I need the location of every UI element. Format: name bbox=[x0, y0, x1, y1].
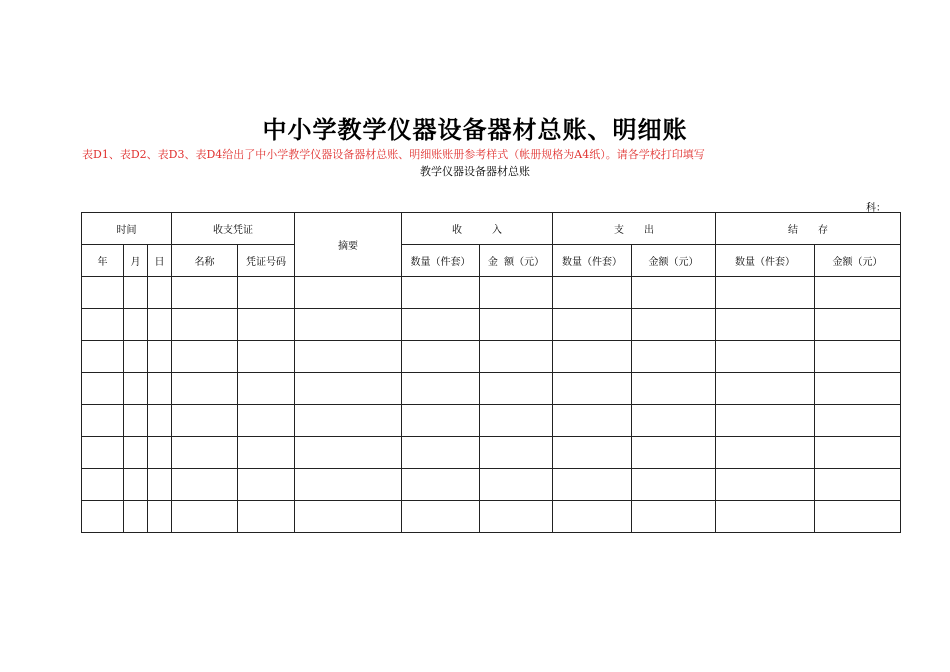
col-day: 日 bbox=[148, 245, 172, 277]
table-cell[interactable] bbox=[815, 405, 901, 437]
table-cell[interactable] bbox=[148, 405, 172, 437]
table-cell[interactable] bbox=[480, 501, 553, 533]
table-cell[interactable] bbox=[295, 373, 402, 405]
table-cell[interactable] bbox=[402, 341, 480, 373]
instruction-note: 表D1、表D2、表D3、表D4给出了中小学教学仪器设备器材总账、明细账账册参考样式（帐册规格为A4纸）。请各学校打印填写 bbox=[82, 148, 705, 161]
table-cell[interactable] bbox=[553, 469, 632, 501]
table-cell[interactable] bbox=[480, 309, 553, 341]
table-cell[interactable] bbox=[148, 437, 172, 469]
table-cell[interactable] bbox=[632, 501, 716, 533]
col-name: 名称 bbox=[172, 245, 238, 277]
table-cell[interactable] bbox=[716, 277, 815, 309]
table-cell[interactable] bbox=[148, 309, 172, 341]
table-cell[interactable] bbox=[172, 373, 238, 405]
table-cell[interactable] bbox=[480, 341, 553, 373]
table-cell[interactable] bbox=[632, 309, 716, 341]
table-cell[interactable] bbox=[124, 309, 148, 341]
table-cell[interactable] bbox=[402, 437, 480, 469]
group-voucher: 收支凭证 bbox=[172, 213, 295, 245]
table-cell[interactable] bbox=[295, 277, 402, 309]
table-cell[interactable] bbox=[238, 501, 295, 533]
table-cell[interactable] bbox=[716, 341, 815, 373]
table-row bbox=[82, 437, 901, 469]
ledger-subtitle: 教学仪器设备器材总账 bbox=[420, 165, 530, 178]
table-cell[interactable] bbox=[238, 437, 295, 469]
table-cell[interactable] bbox=[172, 437, 238, 469]
table-cell[interactable] bbox=[553, 501, 632, 533]
table-cell[interactable] bbox=[148, 469, 172, 501]
col-voucher-no: 凭证号码 bbox=[238, 245, 295, 277]
table-cell[interactable] bbox=[82, 341, 124, 373]
table-cell[interactable] bbox=[124, 277, 148, 309]
table-row bbox=[82, 341, 901, 373]
table-cell[interactable] bbox=[815, 277, 901, 309]
group-expense: 支 出 bbox=[553, 213, 716, 245]
col-month: 月 bbox=[124, 245, 148, 277]
table-cell[interactable] bbox=[238, 469, 295, 501]
table-cell[interactable] bbox=[295, 501, 402, 533]
table-row bbox=[82, 405, 901, 437]
table-cell[interactable] bbox=[172, 405, 238, 437]
table-cell[interactable] bbox=[716, 437, 815, 469]
table-cell[interactable] bbox=[148, 341, 172, 373]
table-cell[interactable] bbox=[238, 341, 295, 373]
table-cell[interactable] bbox=[82, 405, 124, 437]
col-expense-qty: 数量（件套） bbox=[553, 245, 632, 277]
table-cell[interactable] bbox=[632, 405, 716, 437]
table-cell[interactable] bbox=[553, 405, 632, 437]
table-cell[interactable] bbox=[553, 437, 632, 469]
table-cell[interactable] bbox=[148, 373, 172, 405]
table-cell[interactable] bbox=[402, 277, 480, 309]
table-cell[interactable] bbox=[815, 309, 901, 341]
table-cell[interactable] bbox=[172, 341, 238, 373]
table-cell[interactable] bbox=[295, 437, 402, 469]
table-cell[interactable] bbox=[402, 501, 480, 533]
table-cell[interactable] bbox=[295, 405, 402, 437]
table-cell[interactable] bbox=[480, 405, 553, 437]
table-row bbox=[82, 373, 901, 405]
col-summary: 摘要 bbox=[295, 213, 402, 277]
table-cell[interactable] bbox=[716, 469, 815, 501]
col-expense-amount: 金额（元） bbox=[632, 245, 716, 277]
table-cell[interactable] bbox=[716, 501, 815, 533]
col-year: 年 bbox=[82, 245, 124, 277]
table-cell[interactable] bbox=[402, 469, 480, 501]
table-cell[interactable] bbox=[295, 341, 402, 373]
table-cell[interactable] bbox=[716, 309, 815, 341]
table-cell[interactable] bbox=[82, 469, 124, 501]
ledger-body bbox=[82, 277, 901, 533]
table-cell[interactable] bbox=[815, 501, 901, 533]
table-cell[interactable] bbox=[815, 341, 901, 373]
header-row-columns bbox=[82, 245, 901, 277]
table-cell[interactable] bbox=[553, 309, 632, 341]
header-row-groups bbox=[82, 213, 901, 245]
table-cell[interactable] bbox=[553, 341, 632, 373]
table-row bbox=[82, 501, 901, 533]
table-cell[interactable] bbox=[124, 437, 148, 469]
col-balance-qty: 数量（件套） bbox=[716, 245, 815, 277]
group-income: 收 入 bbox=[402, 213, 553, 245]
table-cell[interactable] bbox=[480, 469, 553, 501]
table-cell[interactable] bbox=[480, 437, 553, 469]
table-cell[interactable] bbox=[124, 373, 148, 405]
table-cell[interactable] bbox=[82, 437, 124, 469]
table-cell[interactable] bbox=[124, 341, 148, 373]
table-cell[interactable] bbox=[632, 437, 716, 469]
table-cell[interactable] bbox=[124, 469, 148, 501]
table-cell[interactable] bbox=[295, 309, 402, 341]
table-cell[interactable] bbox=[238, 405, 295, 437]
table-cell[interactable] bbox=[632, 469, 716, 501]
table-cell[interactable] bbox=[172, 501, 238, 533]
table-cell[interactable] bbox=[172, 469, 238, 501]
table-cell[interactable] bbox=[553, 373, 632, 405]
col-income-qty: 数量（件套） bbox=[402, 245, 480, 277]
table-cell[interactable] bbox=[815, 373, 901, 405]
table-row bbox=[82, 469, 901, 501]
table-cell[interactable] bbox=[632, 373, 716, 405]
table-cell[interactable] bbox=[402, 373, 480, 405]
table-cell[interactable] bbox=[82, 373, 124, 405]
table-row bbox=[82, 309, 901, 341]
table-cell[interactable] bbox=[238, 373, 295, 405]
table-cell[interactable] bbox=[238, 277, 295, 309]
table-cell[interactable] bbox=[238, 309, 295, 341]
table-row bbox=[82, 277, 901, 309]
table-cell[interactable] bbox=[480, 373, 553, 405]
col-balance-amount: 金额（元） bbox=[815, 245, 901, 277]
table-cell[interactable] bbox=[815, 469, 901, 501]
table-cell[interactable] bbox=[82, 277, 124, 309]
table-cell[interactable] bbox=[632, 341, 716, 373]
table-cell[interactable] bbox=[402, 405, 480, 437]
subject-label: 科： bbox=[866, 203, 886, 214]
group-time: 时间 bbox=[82, 213, 172, 245]
page-title: 中小学教学仪器设备器材总账、明细账 bbox=[262, 116, 688, 144]
table-cell[interactable] bbox=[172, 309, 238, 341]
table-cell[interactable] bbox=[148, 501, 172, 533]
table-cell[interactable] bbox=[82, 309, 124, 341]
table-cell[interactable] bbox=[480, 277, 553, 309]
table-cell[interactable] bbox=[148, 277, 172, 309]
table-cell[interactable] bbox=[172, 277, 238, 309]
table-cell[interactable] bbox=[124, 405, 148, 437]
table-cell[interactable] bbox=[402, 309, 480, 341]
table-cell[interactable] bbox=[553, 277, 632, 309]
table-cell[interactable] bbox=[716, 405, 815, 437]
table-cell[interactable] bbox=[124, 501, 148, 533]
general-ledger-table bbox=[81, 212, 901, 533]
col-income-amount: 金 额（元） bbox=[480, 245, 553, 277]
table-cell[interactable] bbox=[82, 501, 124, 533]
table-cell[interactable] bbox=[295, 469, 402, 501]
table-cell[interactable] bbox=[716, 373, 815, 405]
table-cell[interactable] bbox=[632, 277, 716, 309]
group-balance: 结 存 bbox=[716, 213, 901, 245]
table-cell[interactable] bbox=[815, 437, 901, 469]
